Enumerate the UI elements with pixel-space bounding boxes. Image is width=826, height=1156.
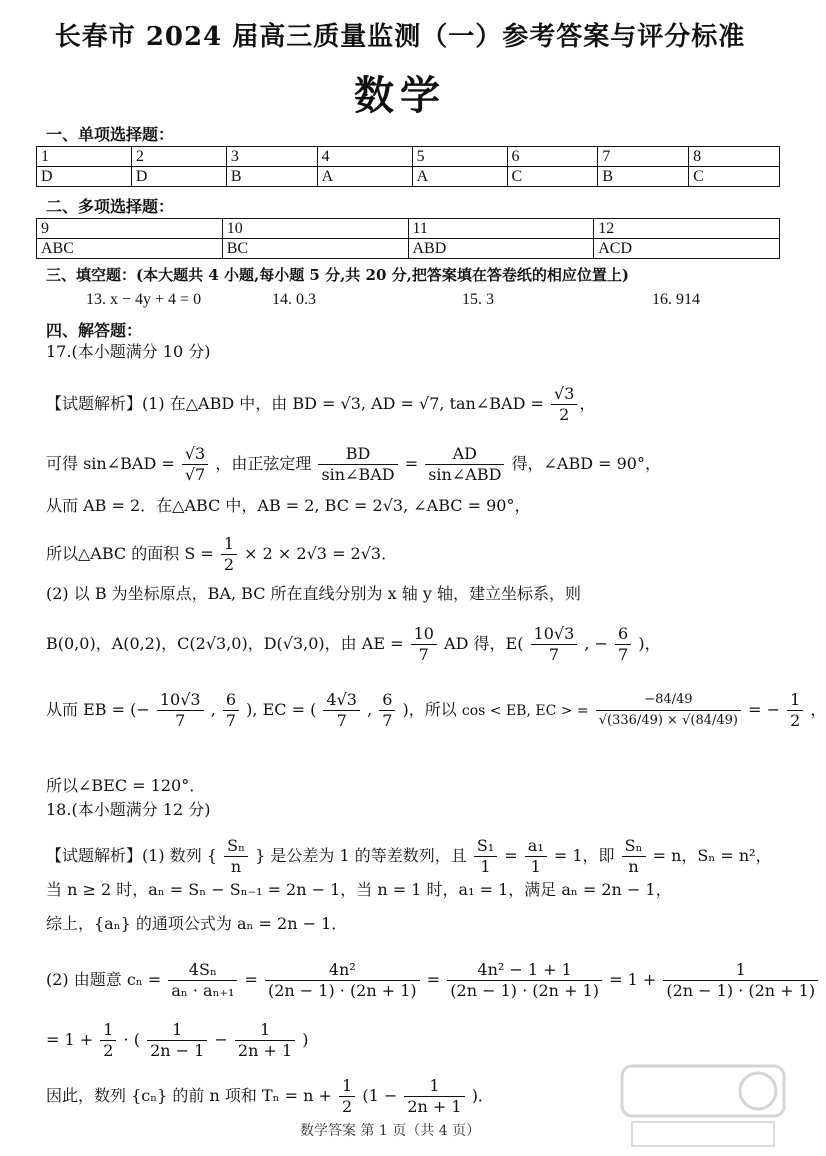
numerator: BD xyxy=(318,444,397,465)
numerator: 6 xyxy=(223,690,239,711)
denominator: 2n − 1 xyxy=(150,1041,205,1060)
text-run: = xyxy=(244,970,258,989)
denominator: 7 xyxy=(175,711,186,730)
denominator: (2n − 1) · (2n + 1) xyxy=(666,981,816,1000)
section-multi-choice-heading: 二、多项选择题： xyxy=(46,197,175,216)
q18-line-3: 综上，{aₙ} 的通项公式为 aₙ = 2n − 1． xyxy=(46,914,348,933)
denominator: √(336/49) × √(84/49) xyxy=(598,713,738,728)
denominator: 7 xyxy=(225,711,237,730)
numerator: √3 xyxy=(182,444,208,465)
table-cell: D xyxy=(131,167,226,187)
section-single-choice-heading: 一、单项选择题： xyxy=(46,125,175,144)
table-cell: 3 xyxy=(226,147,317,167)
text-run: )． xyxy=(471,1086,494,1105)
table-cell: ABC xyxy=(37,239,223,259)
page-footer: 数学答案 第 1 页（共 4 页） xyxy=(300,1123,481,1139)
numerator: 1 xyxy=(100,1020,116,1041)
text-run: = 1 + xyxy=(46,1030,94,1049)
table-cell: B xyxy=(226,167,317,187)
q18-line-6 xyxy=(46,1076,494,1117)
text-run: × 2 × 2√3 = 2√3． xyxy=(244,544,398,563)
answer-15: 15. 3 xyxy=(462,291,494,308)
table-cell: ACD xyxy=(594,239,780,259)
denominator: 2n + 1 xyxy=(407,1097,462,1116)
numerator: 6 xyxy=(615,624,631,645)
single-choice-table xyxy=(36,146,780,187)
table-cell: 5 xyxy=(412,147,507,167)
text-run: (2) 由题意 cₙ = xyxy=(46,970,162,989)
denominator: √7 xyxy=(184,465,206,484)
fraction xyxy=(474,836,497,877)
denominator: (2n − 1) · (2n + 1) xyxy=(450,981,599,1000)
subject-title: 数学 xyxy=(354,72,446,119)
text-run: 所以△ABC 的面积 S = xyxy=(46,544,214,563)
table-row xyxy=(37,239,780,259)
q18-line-5 xyxy=(46,1020,309,1061)
text-run: = xyxy=(426,970,441,989)
fraction xyxy=(447,960,602,1001)
table-cell: A xyxy=(412,167,507,187)
table-cell: 2 xyxy=(131,147,226,167)
table-cell: 7 xyxy=(598,147,689,167)
fraction xyxy=(235,1020,295,1061)
table-cell: 4 xyxy=(317,147,412,167)
numerator: √3 xyxy=(551,384,577,405)
fraction xyxy=(168,960,237,1001)
text-run: = 1 + xyxy=(609,970,657,989)
numerator: 1 xyxy=(147,1020,207,1041)
fraction xyxy=(663,960,818,1001)
text-run: · ( xyxy=(123,1030,140,1049)
table-cell: D xyxy=(37,167,132,187)
table-cell: 11 xyxy=(408,219,594,239)
answer-13: 13. x − 4y + 4 = 0 xyxy=(86,291,202,308)
text-run: 因此，数列 {cₙ} 的前 n 项和 Tₙ = n + xyxy=(46,1086,332,1105)
table-cell: 9 xyxy=(37,219,223,239)
watermark-url-box xyxy=(632,1122,774,1146)
fraction xyxy=(100,1020,116,1061)
numerator: 4n² xyxy=(265,960,420,981)
q17-line-2 xyxy=(46,444,661,485)
text-run: 可得 sin∠BAD = xyxy=(46,454,175,473)
text-run: , xyxy=(367,700,373,719)
text-run: , − xyxy=(584,634,608,653)
fraction xyxy=(223,690,239,731)
numerator: 10 xyxy=(411,624,437,645)
fraction xyxy=(265,960,420,1001)
numerator: 4n² − 1 + 1 xyxy=(447,960,602,981)
text-run: ， xyxy=(810,700,826,719)
table-cell: ABD xyxy=(408,239,594,259)
text-run: )，所以 xyxy=(402,700,457,719)
denominator: (2n − 1) · (2n + 1) xyxy=(267,981,417,1000)
denominator: 2 xyxy=(790,711,801,730)
fraction xyxy=(622,836,646,877)
text-run: = xyxy=(504,846,518,865)
fraction xyxy=(525,836,547,877)
denominator: 7 xyxy=(382,711,393,730)
q17-heading: 17.(本小题满分 10 分) xyxy=(46,342,211,361)
table-row xyxy=(37,167,780,187)
numerator: 4Sₙ xyxy=(168,960,237,981)
text-run: B(0,0)，A(0,2)，C(2√3,0)，D(√3,0)，由 AE = xyxy=(46,634,404,653)
denominator: 7 xyxy=(618,645,629,664)
numerator: 1 xyxy=(787,690,803,711)
document-title: 长春市 2024 届高三质量监测（一）参考答案与评分标准 xyxy=(54,22,746,52)
section-solution-heading: 四、解答题： xyxy=(46,321,143,340)
multi-choice-table xyxy=(36,218,780,259)
numerator: 1 xyxy=(235,1020,295,1041)
fraction xyxy=(323,690,360,731)
table-row xyxy=(37,219,780,239)
denominator: sin∠ABD xyxy=(428,465,502,484)
answer-16: 16. 914 xyxy=(652,291,700,308)
text-run: − xyxy=(214,1030,228,1049)
q18-heading: 18.(本小题满分 12 分) xyxy=(46,800,211,819)
denominator: 2 xyxy=(103,1041,114,1060)
denominator: 7 xyxy=(336,711,347,730)
numerator: 10√3 xyxy=(531,624,578,645)
text-run: (1 − xyxy=(362,1086,398,1105)
fraction xyxy=(157,690,204,731)
q18-line-1 xyxy=(46,836,772,877)
text-run: 得，∠ABD = 90°， xyxy=(511,454,661,473)
numerator: 1 xyxy=(404,1076,464,1097)
q18-line-2: 当 n ≥ 2 时，aₙ = Sₙ − Sₙ₋₁ = 2n − 1，当 n = 1 时，a₁ = 1，满足 aₙ = 2n − 1， xyxy=(46,880,672,899)
denominator: 2n + 1 xyxy=(237,1041,293,1060)
table-cell: BC xyxy=(222,239,408,259)
table-row xyxy=(37,147,780,167)
numerator: 1 xyxy=(339,1076,355,1097)
table-cell: 12 xyxy=(594,219,780,239)
table-cell: 8 xyxy=(689,147,780,167)
fraction xyxy=(379,690,395,731)
fraction xyxy=(339,1076,355,1117)
text-run: 【试题解析】(1) 在△ABD 中，由 BD = √3, AD = √7, tan∠BAD = xyxy=(46,394,544,413)
text-run: = 1，即 xyxy=(553,846,615,865)
table-cell: C xyxy=(507,167,598,187)
fraction xyxy=(596,690,741,731)
numerator: 1 xyxy=(663,960,818,981)
text-run: ，由正弦定理 xyxy=(215,454,312,473)
text-run: ), EC = ( xyxy=(246,700,317,719)
numerator: AD xyxy=(425,444,504,465)
fraction xyxy=(224,836,248,877)
text-run: 从而 EB = (− xyxy=(46,700,150,719)
table-cell: 1 xyxy=(37,147,132,167)
text-run: cos < EB, EC > = xyxy=(461,703,589,719)
q17-line-5: (2) 以 B 为坐标原点，BA, BC 所在直线分别为 x 轴 y 轴，建立坐标系，则 xyxy=(46,584,581,603)
denominator: 2 xyxy=(342,1097,353,1116)
text-run: , xyxy=(210,700,216,719)
q17-line-6 xyxy=(46,624,661,665)
watermark-logo xyxy=(618,1062,788,1152)
fraction xyxy=(615,624,631,665)
fraction xyxy=(182,444,208,485)
table-cell: C xyxy=(689,167,780,187)
table-cell: B xyxy=(598,167,689,187)
text-run: = − xyxy=(748,700,780,719)
fraction xyxy=(318,444,397,485)
q18-line-4 xyxy=(46,960,820,1001)
fraction xyxy=(787,690,803,731)
numerator: 1 xyxy=(221,534,237,555)
denominator: 7 xyxy=(548,645,559,664)
denominator: 2 xyxy=(223,555,235,574)
denominator: aₙ · aₙ₊₁ xyxy=(171,981,235,1000)
numerator: 6 xyxy=(379,690,395,711)
table-cell: A xyxy=(317,167,412,187)
fraction xyxy=(147,1020,207,1061)
fraction xyxy=(411,624,437,665)
numerator: 10√3 xyxy=(157,690,204,711)
denominator: 7 xyxy=(418,645,429,664)
q17-line-8: 所以∠BEC = 120°． xyxy=(46,776,206,795)
fraction xyxy=(404,1076,464,1117)
numerator: 4√3 xyxy=(323,690,360,711)
denominator: 1 xyxy=(530,857,541,876)
denominator: 2 xyxy=(559,405,570,424)
text-run: )， xyxy=(638,634,661,653)
text-run: } 是公差为 1 的等差数列，且 xyxy=(255,846,467,865)
numerator: S₁ xyxy=(474,836,497,857)
text-run: 【试题解析】(1) 数列 { xyxy=(46,846,218,865)
numerator: a₁ xyxy=(525,836,547,857)
section-fill-blank-heading: 三、填空题：(本大题共 4 小题,每小题 5 分,共 20 分,把答案填在答卷纸的相应位置上) xyxy=(46,266,629,284)
fraction xyxy=(425,444,504,485)
q17-line-3: 从而 AB = 2．在△ABC 中，AB = 2, BC = 2√3, ∠ABC = 90°， xyxy=(46,496,531,515)
denominator: n xyxy=(230,857,242,876)
fraction xyxy=(221,534,237,575)
text-run: AD 得，E( xyxy=(444,634,524,653)
table-cell: 6 xyxy=(507,147,598,167)
text-run: = xyxy=(404,454,419,473)
denominator: sin∠BAD xyxy=(321,465,395,484)
numerator: Sₙ xyxy=(622,836,646,857)
fraction xyxy=(551,384,577,425)
q17-line-4 xyxy=(46,534,397,575)
table-cell: 10 xyxy=(222,219,408,239)
fraction xyxy=(531,624,578,665)
q17-line-1: 【试题解析】(1) 在△ABD 中，由 BD = √3, AD = √7, tan∠BAD = $\frac{√3}{2}$ ， xyxy=(46,384,596,424)
watermark-circle xyxy=(740,1073,776,1109)
denominator: 1 xyxy=(480,857,491,876)
denominator: n xyxy=(628,857,639,876)
text-run: = n，Sₙ = n²， xyxy=(652,846,772,865)
text-run: ) xyxy=(302,1030,309,1049)
numerator: −84/49 xyxy=(596,690,741,711)
answer-14: 14. 0.3 xyxy=(272,291,316,308)
numerator: Sₙ xyxy=(224,836,248,857)
q17-line-7 xyxy=(46,690,826,731)
